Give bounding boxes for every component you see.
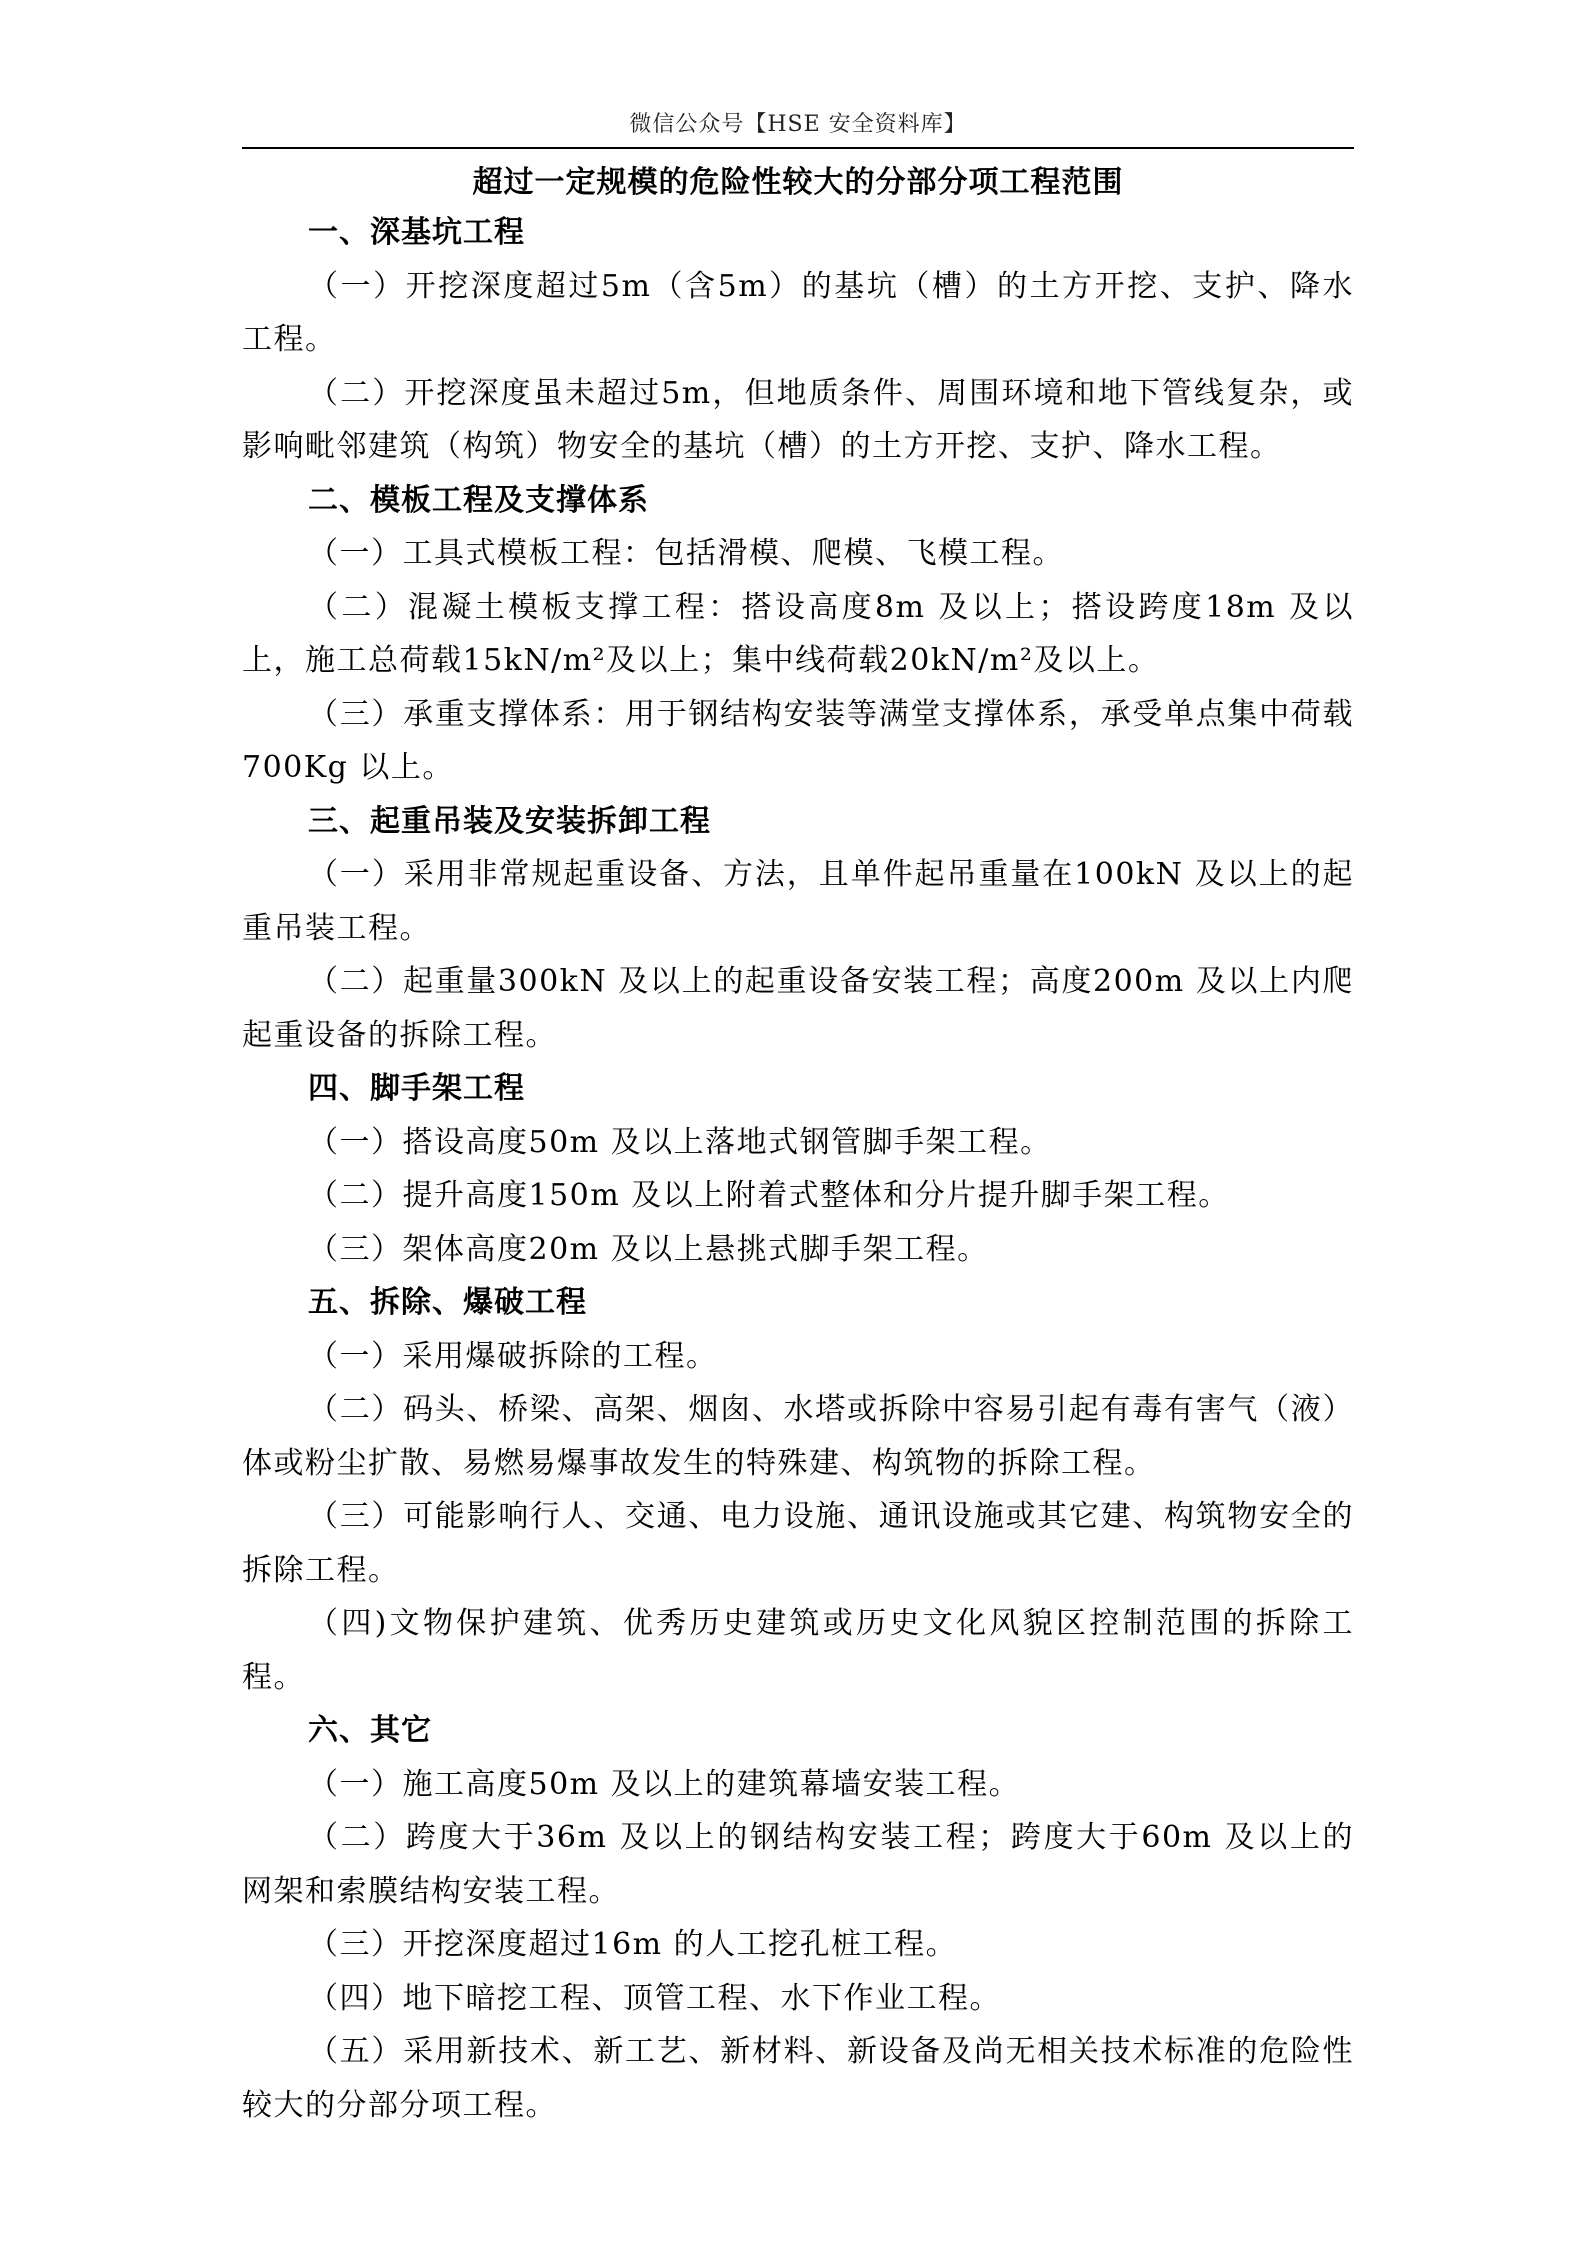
section-heading-4: 四、脚手架工程 <box>308 1071 525 1106</box>
section-2-item-2: （二）混凝土模板支撑工程：搭设高度8m 及以上；搭设跨度18m 及以上，施工总荷载15kN/m²及以上；集中线荷载20kN/m²及以上。 <box>242 589 1354 678</box>
header-divider <box>242 147 1354 149</box>
section-6-item-4: （四）地下暗挖工程、顶管工程、水下作业工程。 <box>308 1980 1001 2016</box>
section-heading-3: 三、起重吊装及安装拆卸工程 <box>308 803 711 839</box>
section-5-item-2: （二）码头、桥梁、高架、烟囱、水塔或拆除中容易引起有毒有害气（液）体或粉尘扩散、易燃易爆事故发生的特殊建、构筑物的拆除工程。 <box>242 1392 1354 1481</box>
section-5-item-3: （三）可能影响行人、交通、电力设施、通讯设施或其它建、构筑物安全的拆除工程。 <box>242 1499 1354 1588</box>
document-title: 超过一定规模的危险性较大的分部分项工程范围 <box>472 165 1124 200</box>
document-body <box>242 206 1354 2132</box>
section-heading-2: 二、模板工程及支撑体系 <box>308 482 649 518</box>
page-header: 微信公众号【HSE 安全资料库】 <box>629 112 967 137</box>
section-6-item-1: （一）施工高度50m 及以上的建筑幕墙安装工程。 <box>308 1766 1021 1802</box>
section-4-item-3: （三）架体高度20m 及以上悬挑式脚手架工程。 <box>308 1231 989 1267</box>
section-6-item-2: （二）跨度大于36m 及以上的钢结构安装工程；跨度大于60m 及以上的网架和索膜结构安装工程。 <box>242 1820 1354 1909</box>
section-1-item-2: （二）开挖深度虽未超过5m，但地质条件、周围环境和地下管线复杂，或影响毗邻建筑（构筑）物安全的基坑（槽）的土方开挖、支护、降水工程。 <box>242 375 1354 464</box>
section-5-item-4: （四)文物保护建筑、优秀历史建筑或历史文化风貌区控制范围的拆除工程。 <box>242 1606 1354 1695</box>
section-4-item-1: （一）搭设高度50m 及以上落地式钢管脚手架工程。 <box>308 1124 1052 1160</box>
section-6-item-3: （三）开挖深度超过16m 的人工挖孔桩工程。 <box>308 1927 958 1962</box>
section-heading-1: 一、深基坑工程 <box>308 215 525 250</box>
section-heading-5: 五、拆除、爆破工程 <box>308 1285 587 1320</box>
section-6-item-5: （五）采用新技术、新工艺、新材料、新设备及尚无相关技术标准的危险性较大的分部分项工程。 <box>242 2034 1354 2123</box>
section-1-item-1: （一）开挖深度超过5m（含5m）的基坑（槽）的土方开挖、支护、降水工程。 <box>242 268 1354 357</box>
section-3-item-2: （二）起重量300kN 及以上的起重设备安装工程；高度200m 及以上内爬起重设备的拆除工程。 <box>242 964 1354 1053</box>
section-4-item-2: （二）提升高度150m 及以上附着式整体和分片提升脚手架工程。 <box>308 1178 1230 1213</box>
section-2-item-3: （三）承重支撑体系：用于钢结构安装等满堂支撑体系，承受单点集中荷载700Kg 以上。 <box>242 696 1354 785</box>
section-3-item-1: （一）采用非常规起重设备、方法，且单件起吊重量在100kN 及以上的起重吊装工程。 <box>242 857 1354 946</box>
section-5-item-1: （一）采用爆破拆除的工程。 <box>308 1338 718 1374</box>
section-heading-6: 六、其它 <box>308 1713 432 1748</box>
section-2-item-1: （一）工具式模板工程：包括滑模、爬模、飞模工程。 <box>308 536 1064 571</box>
